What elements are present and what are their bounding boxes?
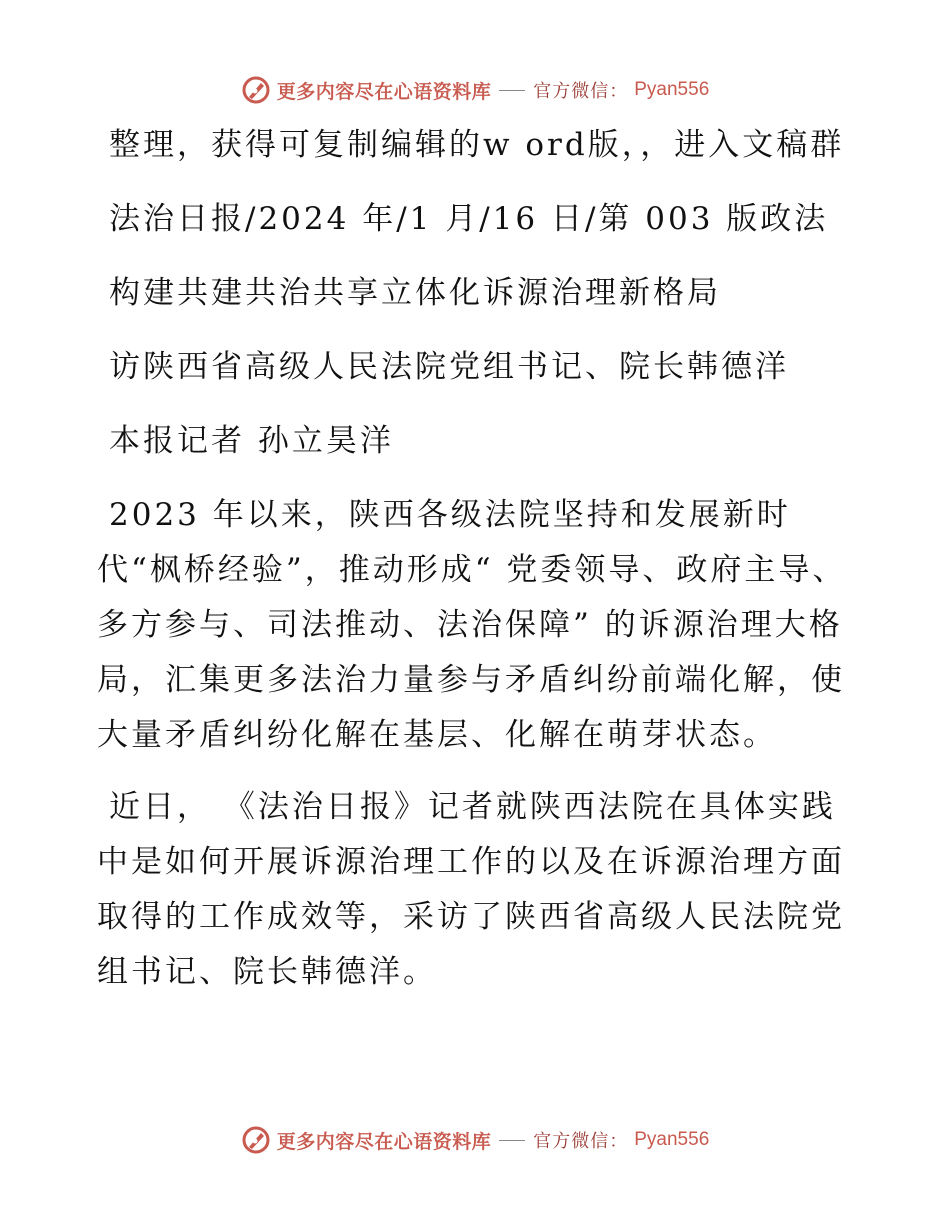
header-watermark-banner (0, 70, 950, 110)
banner-dash (499, 90, 525, 91)
article-subtitle: 访陕西省高级人民法院党组书记、院长韩德洋 (109, 349, 789, 385)
body-paragraph: 2023 年以来，陕西各级法院坚持和发展新时代“枫桥经验”，推动形成“ 党委领导、政府主导、多方参与、司法推动、法治保障” 的诉源治理大格局，汇集更多法治力量参与矛盾纠纷前端化解，使大量矛盾纠纷化解在基层、化解在萌芽状态。 (97, 497, 847, 753)
banner-official-label: 官方微信： (533, 1131, 629, 1152)
footer-watermark-banner (0, 1120, 950, 1160)
quill-logo-icon (241, 75, 271, 105)
banner-brand-text: 更多内容尽在心语资料库 (276, 80, 492, 103)
article-title: 构建共建共治共享立体化诉源治理新格局 (109, 275, 721, 311)
banner-brand-text: 更多内容尽在心语资料库 (276, 1130, 492, 1153)
banner-official-label: 官方微信： (533, 81, 629, 102)
banner-wechat-handle: Pyan556 (634, 1129, 710, 1150)
publication-line: 法治日报/2024 年/1 月/16 日/第 003 版政法 (109, 201, 829, 237)
banner-wechat-handle: Pyan556 (634, 79, 710, 100)
quill-logo-icon (241, 1125, 271, 1155)
document-body (97, 118, 857, 1017)
banner-dash (499, 1140, 525, 1141)
intro-note: 整理，获得可复制编辑的w ord版，，进入文稿群 (109, 127, 845, 163)
byline: 本报记者 孙立昊洋 (109, 423, 394, 459)
body-paragraph: 近日， 《法治日报》记者就陕西法院在具体实践中是如何开展诉源治理工作的以及在诉源治理方面取得的工作成效等，采访了陕西省高级人民法院党组书记、院长韩德洋。 (97, 789, 845, 990)
